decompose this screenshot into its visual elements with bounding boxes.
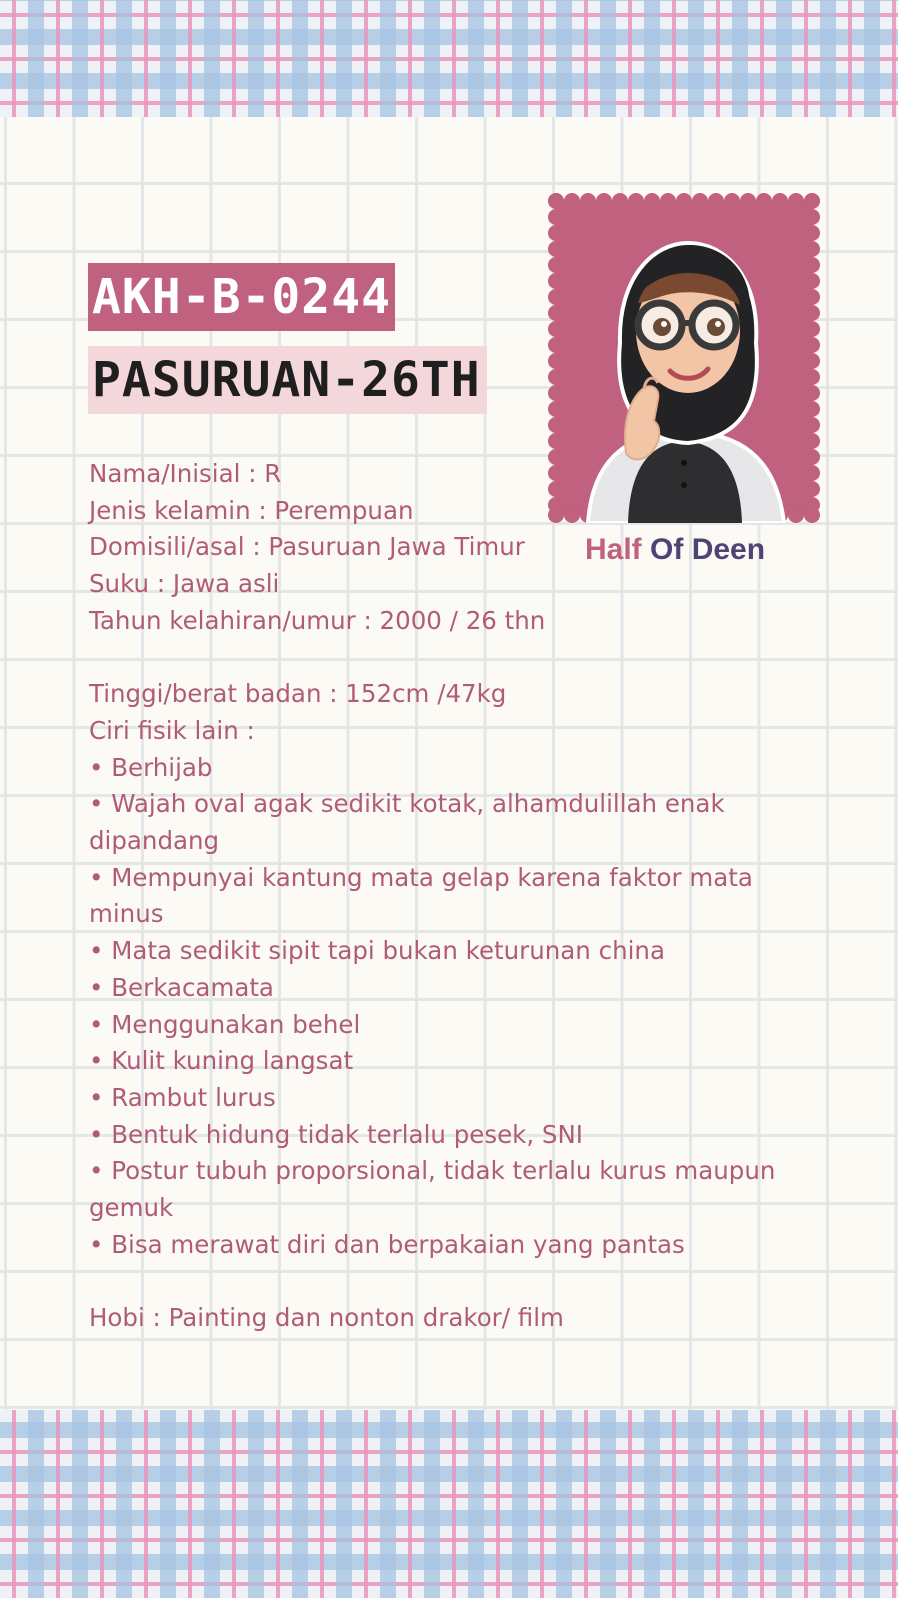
bio-ciri-item: • Mata sedikit sipit tapi bukan keturunan china	[89, 936, 665, 966]
bio-ciri-label: Ciri fisik lain :	[89, 715, 255, 745]
stamp-scallop	[628, 193, 644, 209]
stamp-scallop	[804, 321, 820, 337]
stamp-scallop	[564, 193, 580, 209]
bio-ciri-item: • Bentuk hidung tidak terlalu pesek, SNI	[89, 1119, 584, 1149]
stamp-scallop	[804, 193, 820, 209]
stamp-scallop	[804, 257, 820, 273]
brand-word-of: Of	[650, 533, 692, 566]
bio-ciri-item: • Kulit kuning langsat	[89, 1046, 354, 1076]
stamp-scallop	[804, 385, 820, 401]
stamp-scallop	[692, 193, 708, 209]
stamp-scallop	[548, 209, 564, 225]
stamp-scallop	[660, 193, 676, 209]
bio-tinggi: Tinggi/berat badan : 152cm /47kg	[89, 679, 507, 709]
stamp-scallop	[772, 193, 788, 209]
stamp-scallop	[548, 241, 564, 257]
bio-hobi: Hobi : Painting dan nonton drakor/ film	[89, 1303, 564, 1333]
stamp-scallop	[548, 385, 564, 401]
stamp-scallop	[804, 209, 820, 225]
stamp-scallop	[804, 241, 820, 257]
stamp-scallop	[548, 273, 564, 289]
bio-ciri-item: • Postur tubuh proporsional, tidak terlalu kurus maupun	[89, 1156, 776, 1186]
bio-nama: Nama/Inisial : R	[89, 459, 282, 488]
stamp-scallop	[548, 353, 564, 369]
bio-ciri-item: • Rambut lurus	[89, 1082, 276, 1112]
bio-ciri-item: • Mempunyai kantung mata gelap karena faktor mata	[89, 862, 753, 892]
bio-jenis-kelamin: Jenis kelamin : Perempuan	[89, 495, 414, 525]
stamp-scallop	[740, 193, 756, 209]
stamp-scallop	[548, 337, 564, 353]
stamp-scallop	[548, 193, 564, 209]
bio-domisili: Domisili/asal : Pasuruan Jawa Timur	[89, 532, 525, 562]
stamp-scallop	[548, 417, 564, 433]
stamp-scallop	[708, 193, 724, 209]
bio-ciri-item: • Berkacamata	[89, 972, 274, 1002]
stamp-scallop	[548, 321, 564, 337]
stamp-scallop	[548, 289, 564, 305]
stamp-scallop	[804, 401, 820, 417]
stamp-scallop	[644, 193, 660, 209]
stamp-scallop	[804, 225, 820, 241]
stamp-scallop	[580, 193, 596, 209]
stamp-scallop	[548, 305, 564, 321]
stamp-scallop	[676, 193, 692, 209]
stamp-scallop	[548, 225, 564, 241]
bio-ciri-item: • Menggunakan behel	[89, 1009, 361, 1039]
profile-city-age: PASURUAN-26TH	[88, 346, 487, 414]
stamp-scallop	[596, 193, 612, 209]
stamp-scallop	[548, 369, 564, 385]
stamp-scallop	[804, 289, 820, 305]
plaid-header-band	[0, 0, 898, 117]
bio-ciri-item: • Wajah oval agak sedikit kotak, alhamdulillah enak	[89, 789, 725, 819]
stamp-scallop	[804, 353, 820, 369]
stamp-scallop	[548, 401, 564, 417]
brand-word-half: Half	[585, 533, 651, 566]
bio-spacer	[89, 1263, 829, 1300]
stamp-scallop	[612, 193, 628, 209]
bio-ciri-item: gemuk	[89, 1193, 174, 1223]
stamp-scallop	[804, 417, 820, 433]
stamp-scallop	[804, 305, 820, 321]
stamp-scallop	[548, 433, 564, 449]
stamp-scallop	[804, 433, 820, 449]
stamp-scallop	[756, 193, 772, 209]
stamp-scallop	[724, 193, 740, 209]
bio-suku: Suku : Jawa asli	[89, 569, 280, 599]
stamp-scallop	[804, 337, 820, 353]
stamp-scallop	[548, 257, 564, 273]
stamp-scallop	[788, 193, 804, 209]
plaid-footer-band	[0, 1410, 898, 1598]
profile-bio	[89, 456, 829, 1337]
bio-ciri-item: minus	[89, 899, 164, 929]
stamp-scallop	[804, 273, 820, 289]
bio-spacer	[89, 640, 829, 677]
brand-word-deen: Deen	[691, 533, 766, 566]
bio-ciri-item: • Berhijab	[89, 752, 213, 782]
stamp-scallop	[804, 369, 820, 385]
bio-ciri-item: dipandang	[89, 826, 220, 856]
profile-code: AKH-B-0244	[88, 263, 395, 331]
bio-tahun: Tahun kelahiran/umur : 2000 / 26 thn	[89, 605, 546, 635]
bio-ciri-item: • Bisa merawat diri dan berpakaian yang pantas	[89, 1229, 685, 1259]
